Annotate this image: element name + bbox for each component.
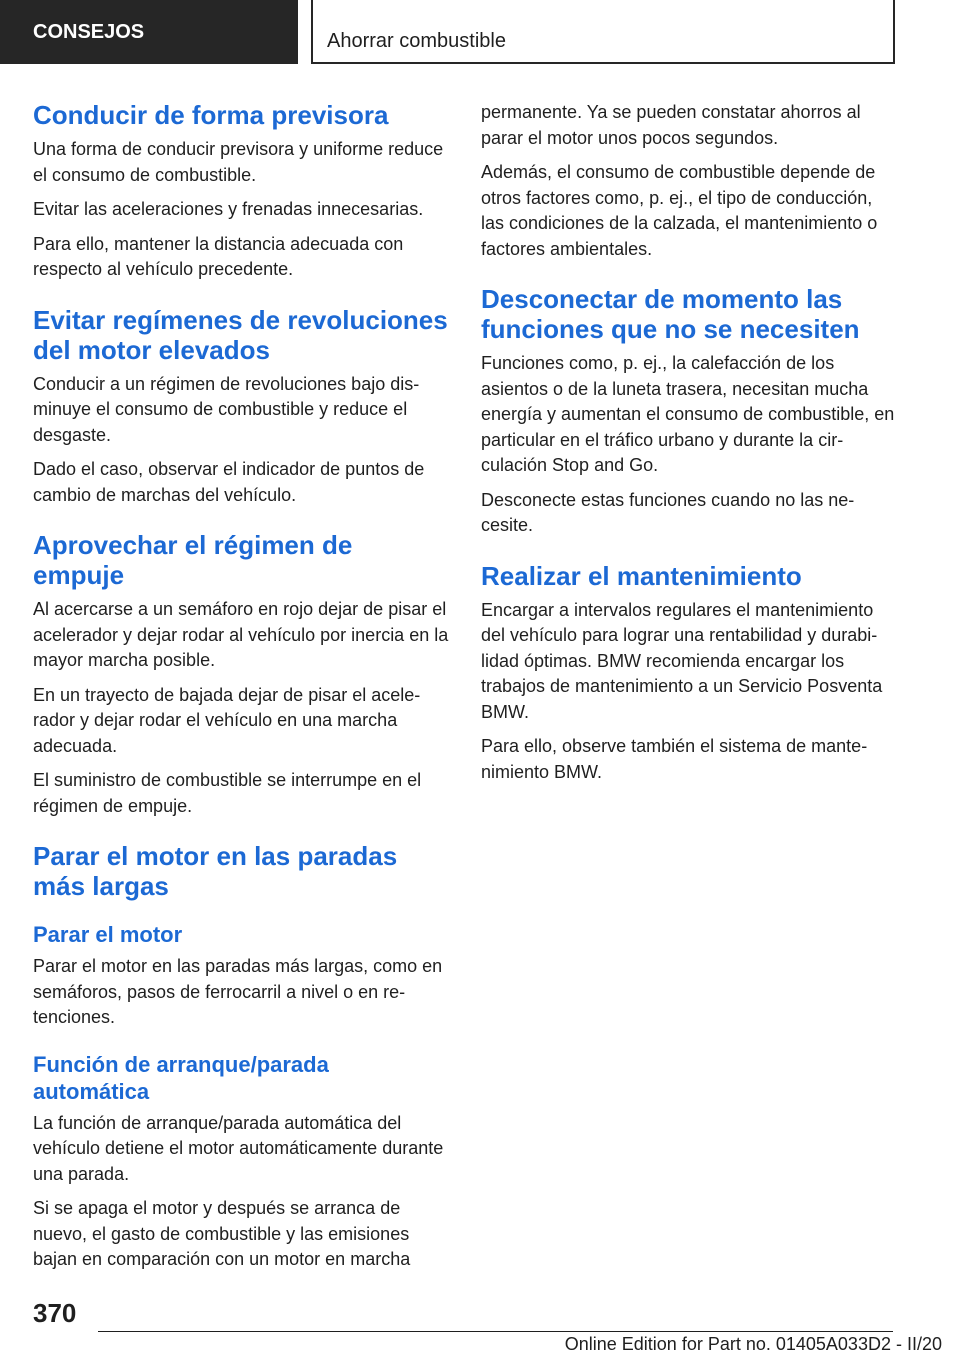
- paragraph: La función de arranque/parada automática del vehículo detiene el motor automáticamente durante una parada.: [33, 1112, 444, 1184]
- right-column: [481, 100, 897, 794]
- paragraph: Parar el motor en las paradas más largas, como en semáforos, pasos de ferrocarril a nivel o en retenciones.: [33, 956, 443, 1027]
- page-header: [0, 0, 960, 66]
- paragraph: Para ello, observe también el sistema de mantenimiento BMW.: [481, 736, 868, 782]
- heading-evitar-regimenes: Evitar regímenes de revoluciones del motor elevados: [33, 304, 448, 365]
- paragraph: El suministro de combustible se interrumpe en el régimen de empuje.: [33, 770, 422, 816]
- heading-regimen-empuje: Aprovechar el régimen de empuje: [33, 530, 353, 590]
- paragraph: Si se apaga el motor y después se arranca de nuevo, el gasto de combustible y las emisiones bajan en comparación con un motor en marcha: [33, 1198, 411, 1269]
- heading-mantenimiento: Realizar el mantenimiento: [481, 560, 802, 591]
- heading-desconectar-funciones: Desconectar de momento las funciones que no se necesiten: [481, 284, 860, 344]
- paragraph: Una forma de conducir previsora y uniforme reduce el consumo de combustible.: [33, 139, 444, 185]
- edition-note: Online Edition for Part no. 01405A033D2 - II/20: [564, 1334, 942, 1354]
- subheading-arranque-parada: Función de arranque/parada automática: [33, 1051, 329, 1104]
- page-number: 370: [33, 1298, 77, 1328]
- paragraph: Dado el caso, observar el indicador de puntos de cambio de marchas del vehículo.: [33, 459, 425, 505]
- paragraph: permanente. Ya se pueden constatar ahorros al parar el motor unos pocos segundos.: [481, 102, 861, 148]
- paragraph: En un trayecto de bajada dejar de pisar el acelerador y dejar rodar el vehículo en una marcha adecuada.: [33, 684, 421, 756]
- heading-conducir-previsora: Conducir de forma previsora: [33, 100, 389, 130]
- paragraph: Evitar las aceleraciones y frenadas innecesarias.: [33, 199, 424, 219]
- paragraph: Funciones como, p. ej., la calefacción de los asientos o de la luneta trasera, necesitan mucha energía y aumentan el consumo de combustible, en particular en el tráfico urbano y durante la circulación Stop and Go.: [481, 353, 895, 475]
- paragraph: Encargar a intervalos regulares el mantenimiento del vehículo para lograr una rentabilidad y durabilidad óptimas. BMW recomienda encargar los trabajos de mantenimiento a un Servicio Posventa BMW.: [481, 599, 883, 722]
- paragraph: Desconecte estas funciones cuando no las necesite.: [481, 489, 855, 535]
- heading-parar-motor-paradas: Parar el motor en las paradas más largas: [33, 841, 398, 901]
- paragraph: Para ello, mantener la distancia adecuada con respecto al vehículo precedente.: [33, 233, 404, 279]
- section-tab: CONSEJOS: [0, 0, 298, 64]
- paragraph: Además, el consumo de combustible depende de otros factores como, p. ej., el tipo de conducción, las condiciones de la calzada, el mantenimiento o factores ambientales.: [481, 162, 878, 259]
- paragraph: Al acercarse a un semáforo en rojo dejar de pisar el acelerador y dejar rodar al vehículo por inercia en la mayor marcha posible.: [33, 599, 449, 670]
- footer-divider: [98, 1331, 893, 1332]
- subheading-parar-motor: Parar el motor: [33, 922, 183, 947]
- left-column: [33, 100, 449, 1282]
- chapter-title: Ahorrar combustible: [311, 0, 895, 64]
- paragraph: Conducir a un régimen de revoluciones bajo disminuye el consumo de combustible y reduce el desgaste.: [33, 373, 420, 445]
